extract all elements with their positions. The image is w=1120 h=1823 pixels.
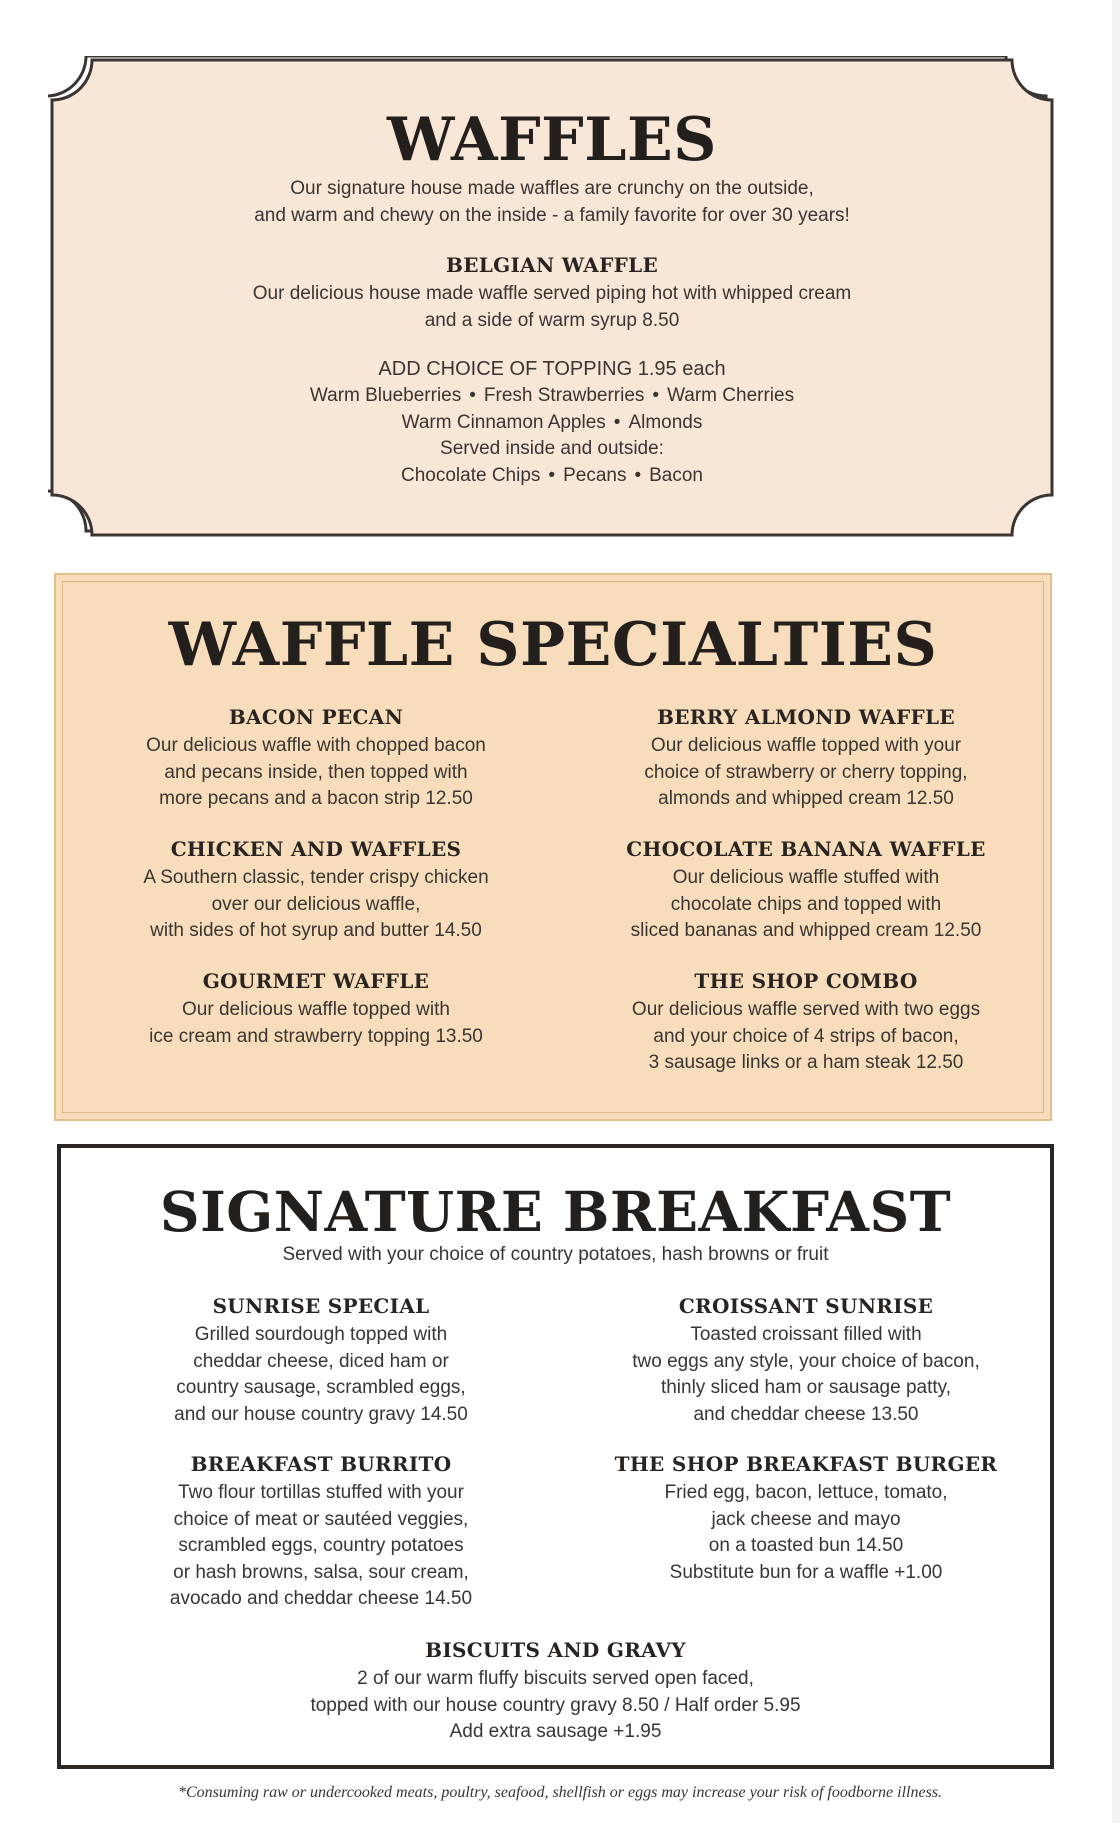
description-line: topped with our house country gravy 8.50 / Half order 5.95 [310, 1694, 801, 1716]
description-line: A Southern classic, tender crispy chicken [143, 867, 489, 888]
item-description [56, 733, 576, 813]
description-line: Our delicious waffle served with two eggs [631, 999, 981, 1020]
description-line: almonds and whipped cream 12.50 [658, 788, 954, 809]
item-title: CHOCOLATE BANANA WAFFLE [626, 837, 986, 861]
description-line: more pecans and a bacon strip 12.50 [159, 788, 473, 809]
toppings-list [48, 356, 1056, 489]
menu-item [56, 969, 576, 1050]
description-line: Grilled sourdough topped with [194, 1324, 448, 1345]
signature-title: SIGNATURE BREAKFAST [159, 1179, 952, 1244]
specialties-panel [54, 573, 1052, 1121]
description-line: or hash browns, salsa, sour cream, [173, 1561, 469, 1583]
item-description [556, 733, 1056, 813]
menu-item [561, 1452, 1051, 1586]
item-description [48, 281, 1056, 334]
item-description [61, 1666, 1050, 1746]
item-description [561, 1322, 1051, 1428]
toppings-row: Warm Cinnamon Apples • Almonds [401, 411, 703, 433]
description-line: two eggs any style, your choice of bacon, [632, 1350, 980, 1372]
item-title: BACON PECAN [228, 705, 404, 729]
menu-item [61, 1638, 1050, 1746]
item-title: CROISSANT SUNRISE [678, 1294, 934, 1318]
toppings-served-note: Served inside and outside: [440, 438, 664, 459]
description-line: thinly sliced ham or sausage patty, [660, 1377, 952, 1398]
signature-breakfast-panel [57, 1144, 1054, 1769]
description-line: ice cream and strawberry topping 13.50 [149, 1025, 483, 1047]
menu-item [61, 1294, 581, 1428]
description-line: Substitute bun for a waffle +1.00 [669, 1561, 943, 1583]
specialties-left-column [56, 705, 576, 1105]
description-line: Our delicious waffle topped with [182, 999, 450, 1020]
description-line: and a side of warm syrup 8.50 [424, 309, 680, 331]
description-line: Our signature house made waffles are crunchy on the outside, [290, 178, 814, 199]
description-line: avocado and cheddar cheese 14.50 [169, 1588, 473, 1609]
waffles-title: WAFFLES [386, 105, 718, 175]
item-description [61, 1480, 581, 1613]
item-title: SUNRISE SPECIAL [212, 1294, 430, 1318]
description-line: Our delicious waffle topped with your [650, 735, 962, 756]
belgian-waffle-item [48, 253, 1056, 334]
menu-item [556, 969, 1056, 1077]
description-line: Two flour tortillas stuffed with your [178, 1482, 464, 1503]
scrollbar-track[interactable] [1112, 0, 1120, 1823]
description-line: cheddar cheese, diced ham or [193, 1350, 449, 1372]
menu-item [61, 1452, 581, 1613]
description-line: over our delicious waffle, [211, 893, 421, 915]
description-line: 2 of our warm fluffy biscuits served open faced, [357, 1668, 754, 1689]
item-description [556, 865, 1056, 945]
item-description [556, 997, 1056, 1077]
description-line: Our delicious waffle stuffed with [672, 867, 940, 888]
menu-item [556, 837, 1056, 945]
description-line: Our delicious waffle with chopped bacon [146, 735, 486, 756]
item-description [56, 997, 576, 1050]
item-title: CHICKEN AND WAFFLES [170, 837, 462, 861]
foodborne-illness-disclaimer: *Consuming raw or undercooked meats, poultry, seafood, shellfish or eggs may increase your risk of foodborne illness. [177, 1784, 943, 1801]
toppings-row: Warm Blueberries • Fresh Strawberries • Warm Cherries [309, 385, 795, 406]
item-title: THE SHOP BREAKFAST BURGER [614, 1452, 998, 1476]
description-line: choice of meat or sautéed veggies, [173, 1508, 469, 1530]
waffles-panel [48, 56, 1056, 539]
description-line: and our house country gravy 14.50 [174, 1403, 468, 1425]
signature-left-column [61, 1294, 581, 1624]
description-line: Our delicious house made waffle served piping hot with whipped cream [252, 283, 852, 304]
menu-item [561, 1294, 1051, 1428]
menu-item [56, 705, 576, 813]
description-line: country sausage, scrambled eggs, [176, 1377, 466, 1398]
item-title: BELGIAN WAFFLE [445, 253, 658, 277]
description-line: Toasted croissant filled with [690, 1324, 922, 1345]
description-line: with sides of hot syrup and butter 14.50 [150, 920, 482, 941]
item-title: BREAKFAST BURRITO [190, 1452, 452, 1476]
description-line: jack cheese and mayo [711, 1508, 901, 1530]
description-line: sliced bananas and whipped cream 12.50 [630, 920, 982, 941]
toppings-heading: ADD CHOICE OF TOPPING 1.95 each [378, 358, 726, 380]
toppings-row: Chocolate Chips • Pecans • Bacon [401, 464, 703, 486]
menu-item [56, 837, 576, 945]
item-description [561, 1480, 1051, 1586]
item-title: GOURMET WAFFLE [202, 969, 430, 993]
description-line: chocolate chips and topped with [670, 893, 942, 915]
description-line: choice of strawberry or cherry topping, [644, 761, 968, 783]
item-description [56, 865, 576, 945]
description-line: and cheddar cheese 13.50 [693, 1403, 919, 1425]
description-line: scrambled eggs, country potatoes [178, 1535, 464, 1556]
description-line: and your choice of 4 strips of bacon, [653, 1025, 959, 1047]
item-title: THE SHOP COMBO [694, 969, 918, 993]
signature-subtitle: Served with your choice of country potatoes, hash browns or fruit [282, 1244, 829, 1265]
signature-right-column [561, 1294, 1051, 1624]
waffles-intro [48, 176, 1056, 229]
description-line: Fried egg, bacon, lettuce, tomato, [664, 1482, 948, 1503]
description-line: and warm and chewy on the inside - a family favorite for over 30 years! [254, 204, 850, 226]
specialties-title: WAFFLE SPECIALTIES [168, 610, 938, 680]
item-description [61, 1322, 581, 1428]
specialties-right-column [556, 705, 1056, 1105]
description-line: Add extra sausage +1.95 [449, 1721, 662, 1742]
description-line: 3 sausage links or a ham steak 12.50 [648, 1052, 964, 1073]
description-line: on a toasted bun 14.50 [708, 1535, 904, 1556]
description-line: and pecans inside, then topped with [164, 761, 468, 783]
menu-item [556, 705, 1056, 813]
item-title: BERRY ALMOND WAFFLE [657, 705, 955, 729]
item-title: BISCUITS AND GRAVY [425, 1638, 686, 1662]
